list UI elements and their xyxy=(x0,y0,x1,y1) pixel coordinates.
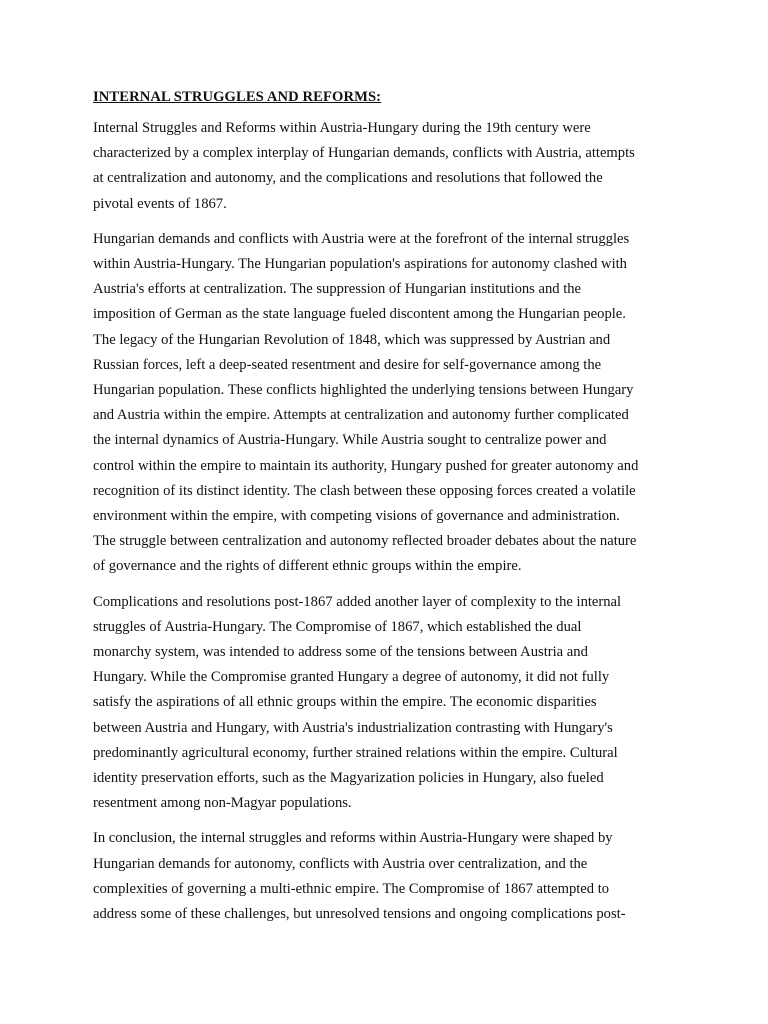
paragraph-line: of governance and the rights of different ethnic groups within the empire. xyxy=(93,558,522,575)
paragraph-line: Hungarian demands for autonomy, conflicts with Austria over centralization, and the xyxy=(93,855,588,872)
paragraph-line: imposition of German as the state language fueled discontent among the Hungarian people. xyxy=(93,306,626,323)
document-body xyxy=(93,86,673,937)
paragraph-line: Hungarian population. These conflicts highlighted the underlying tensions between Hungary xyxy=(93,382,634,399)
paragraph-line: pivotal events of 1867. xyxy=(93,195,227,212)
paragraph-line: monarchy system, was intended to address some of the tensions between Austria and xyxy=(93,644,588,661)
paragraph-line: resentment among non-Magyar populations. xyxy=(93,795,352,812)
paragraph-line: struggles of Austria-Hungary. The Compromise of 1867, which established the dual xyxy=(93,618,582,635)
paragraph-line: Russian forces, left a deep-seated resentment and desire for self-governance among the xyxy=(93,356,602,373)
paragraph-line: within Austria-Hungary. The Hungarian population's aspirations for autonomy clashed with xyxy=(93,256,627,273)
paragraph-line: Austria's efforts at centralization. The suppression of Hungarian institutions and the xyxy=(93,281,582,298)
paragraph-line: Complications and resolutions post-1867 added another layer of complexity to the internal xyxy=(93,593,622,610)
paragraph xyxy=(93,826,673,927)
paragraph-line: predominantly agricultural economy, further strained relations within the empire. Cultural xyxy=(93,744,618,761)
paragraph xyxy=(93,116,673,217)
paragraph-line: In conclusion, the internal struggles and reforms within Austria-Hungary were shaped by xyxy=(93,830,613,847)
paragraph-line: Hungarian demands and conflicts with Austria were at the forefront of the internal struggles xyxy=(93,230,630,247)
paragraph-line: between Austria and Hungary, with Austria's industrialization contrasting with Hungary's xyxy=(93,719,613,736)
paragraph-line: characterized by a complex interplay of Hungarian demands, conflicts with Austria, attempts xyxy=(93,145,635,162)
paragraph-line: The struggle between centralization and autonomy reflected broader debates about the nature xyxy=(93,533,637,550)
section-heading: INTERNAL STRUGGLES AND REFORMS: xyxy=(93,89,382,105)
paragraph xyxy=(93,590,673,817)
paragraph-line: recognition of its distinct identity. The clash between these opposing forces created a volatile xyxy=(93,482,636,499)
paragraph-line: address some of these challenges, but unresolved tensions and ongoing complications post- xyxy=(93,906,626,923)
paragraph-line: complexities of governing a multi-ethnic empire. The Compromise of 1867 attempted to xyxy=(93,880,610,897)
paragraph-line: at centralization and autonomy, and the complications and resolutions that followed the xyxy=(93,170,603,187)
paragraph-line: satisfy the aspirations of all ethnic groups within the empire. The economic disparities xyxy=(93,694,597,711)
paragraph-line: Hungary. While the Compromise granted Hungary a degree of autonomy, it did not fully xyxy=(93,669,610,686)
paragraph xyxy=(93,227,673,580)
paragraph-line: and Austria within the empire. Attempts at centralization and autonomy further complicated xyxy=(93,407,629,424)
paragraph-line: the internal dynamics of Austria-Hungary. While Austria sought to centralize power and xyxy=(93,432,607,449)
paragraph-line: The legacy of the Hungarian Revolution of 1848, which was suppressed by Austrian and xyxy=(93,331,611,348)
paragraph-line: environment within the empire, with competing visions of governance and administration. xyxy=(93,508,620,525)
paragraph-line: identity preservation efforts, such as the Magyarization policies in Hungary, also fueled xyxy=(93,770,604,787)
paragraph-line: Internal Struggles and Reforms within Austria-Hungary during the 19th century were xyxy=(93,120,591,136)
paragraph-line: control within the empire to maintain its authority, Hungary pushed for greater autonomy and xyxy=(93,457,639,474)
paragraph-list xyxy=(93,116,673,927)
